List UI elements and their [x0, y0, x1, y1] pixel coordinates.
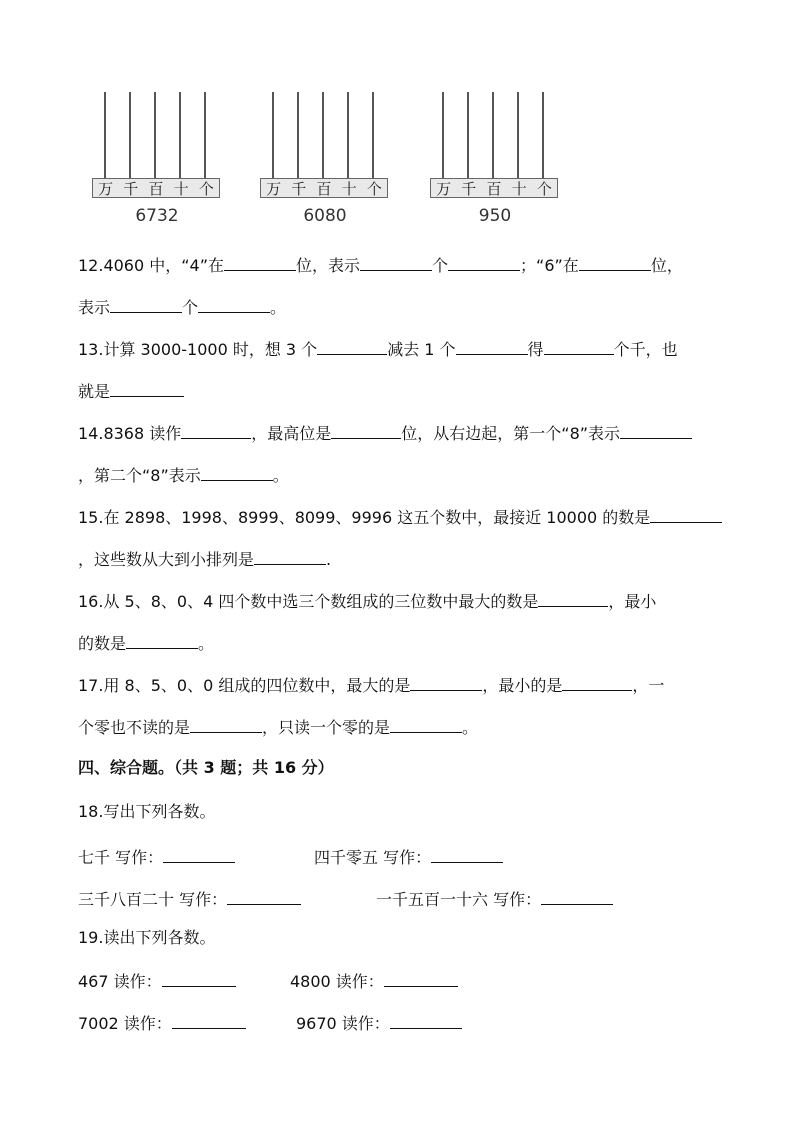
place-label: 万 [266, 179, 282, 198]
place-label: 万 [98, 179, 114, 198]
answer-blank[interactable] [317, 338, 387, 355]
answer-blank[interactable] [163, 846, 235, 863]
question-19-item: 467 读作： [78, 970, 236, 992]
question-18-item: 一千五百一十六 写作： [376, 888, 613, 910]
question-13-line-2: 就是 [78, 380, 184, 402]
place-label: 百 [148, 179, 164, 198]
question-14-line-1: 14.8368 读作 ，最高位是 位，从右边起，第一个“8”表示 [78, 422, 692, 444]
answer-blank[interactable] [360, 254, 432, 271]
place-label: 千 [291, 179, 307, 198]
question-18-item: 七千 写作： [78, 846, 235, 868]
answer-blank[interactable] [448, 254, 520, 271]
answer-blank[interactable] [650, 506, 722, 523]
abacus-figure-3 [430, 92, 560, 232]
answer-blank[interactable] [224, 254, 296, 271]
place-label: 十 [341, 179, 357, 198]
place-label: 个 [536, 179, 552, 198]
question-12-line-1: 12.4060 中，“4”在 位，表示 个 ；“6”在 位， [78, 256, 683, 275]
abacus-figure-2 [260, 92, 390, 232]
answer-blank[interactable] [541, 888, 613, 905]
abacus-number: 950 [478, 206, 512, 226]
question-19-item: 4800 读作： [290, 970, 458, 992]
question-14-line-2: ，第二个“8”表示 。 [78, 466, 289, 485]
place-label: 百 [486, 179, 502, 198]
question-15-line-2: ，这些数从大到小排列是 . [78, 550, 332, 569]
answer-blank[interactable] [431, 846, 503, 863]
answer-blank[interactable] [390, 1012, 462, 1029]
answer-blank[interactable] [110, 380, 184, 397]
place-label: 十 [511, 179, 527, 198]
question-18-item: 四千零五 写作： [314, 846, 503, 868]
answer-blank[interactable] [190, 716, 262, 733]
answer-blank[interactable] [172, 1012, 246, 1029]
abacus-place-labels [430, 178, 558, 198]
question-16-line-2: 的数是 。 [78, 634, 215, 653]
question-18-title: 18.写出下列各数。 [78, 802, 216, 821]
place-label: 个 [366, 179, 382, 198]
place-label: 个 [198, 179, 214, 198]
answer-blank[interactable] [201, 464, 273, 481]
question-19-item: 9670 读作： [296, 1012, 462, 1034]
answer-blank[interactable] [254, 548, 326, 565]
question-12-line-2: 表示 个 。 [78, 298, 287, 317]
place-label: 十 [173, 179, 189, 198]
abacus-number: 6080 [303, 206, 347, 226]
answer-blank[interactable] [456, 338, 528, 355]
question-17-line-2: 个零也不读的是 ，只读一个零的是 。 [78, 718, 479, 737]
answer-blank[interactable] [331, 422, 401, 439]
answer-blank[interactable] [110, 296, 182, 313]
answer-blank[interactable] [198, 296, 270, 313]
answer-blank[interactable] [538, 590, 608, 607]
abacus-place-labels [260, 178, 388, 198]
question-19-title: 19.读出下列各数。 [78, 928, 216, 947]
answer-blank[interactable] [562, 674, 632, 691]
answer-blank[interactable] [162, 970, 236, 987]
answer-blank[interactable] [544, 338, 614, 355]
answer-blank[interactable] [410, 674, 482, 691]
answer-blank[interactable] [384, 970, 458, 987]
question-15-line-1: 15.在 2898、1998、8999、8099、9996 这五个数中，最接近 10000 的数是 [78, 506, 722, 528]
abacus-number: 6732 [135, 206, 179, 226]
question-17-line-1: 17.用 8、5、0、0 组成的四位数中，最大的是 ，最小的是 ，一 [78, 676, 665, 695]
place-label: 百 [316, 179, 332, 198]
answer-blank[interactable] [579, 254, 651, 271]
answer-blank[interactable] [181, 422, 251, 439]
answer-blank[interactable] [227, 888, 301, 905]
answer-blank[interactable] [126, 632, 198, 649]
question-16-line-1: 16.从 5、8、0、4 四个数中选三个数组成的三位数中最大的数是 ，最小 [78, 592, 657, 611]
answer-blank[interactable] [620, 422, 692, 439]
question-18-item: 三千八百二十 写作： [78, 888, 301, 910]
section-heading: 四、综合题。（共 3 题；共 16 分） [78, 758, 334, 777]
place-label: 千 [461, 179, 477, 198]
abacus-figure-1 [92, 92, 222, 232]
answer-blank[interactable] [390, 716, 462, 733]
abacus-place-labels [92, 178, 220, 198]
question-19-item: 7002 读作： [78, 1012, 246, 1034]
place-label: 万 [436, 179, 452, 198]
question-13-line-1: 13.计算 3000-1000 时，想 3 个 减去 1 个 得 个千，也 [78, 340, 678, 359]
place-label: 千 [123, 179, 139, 198]
